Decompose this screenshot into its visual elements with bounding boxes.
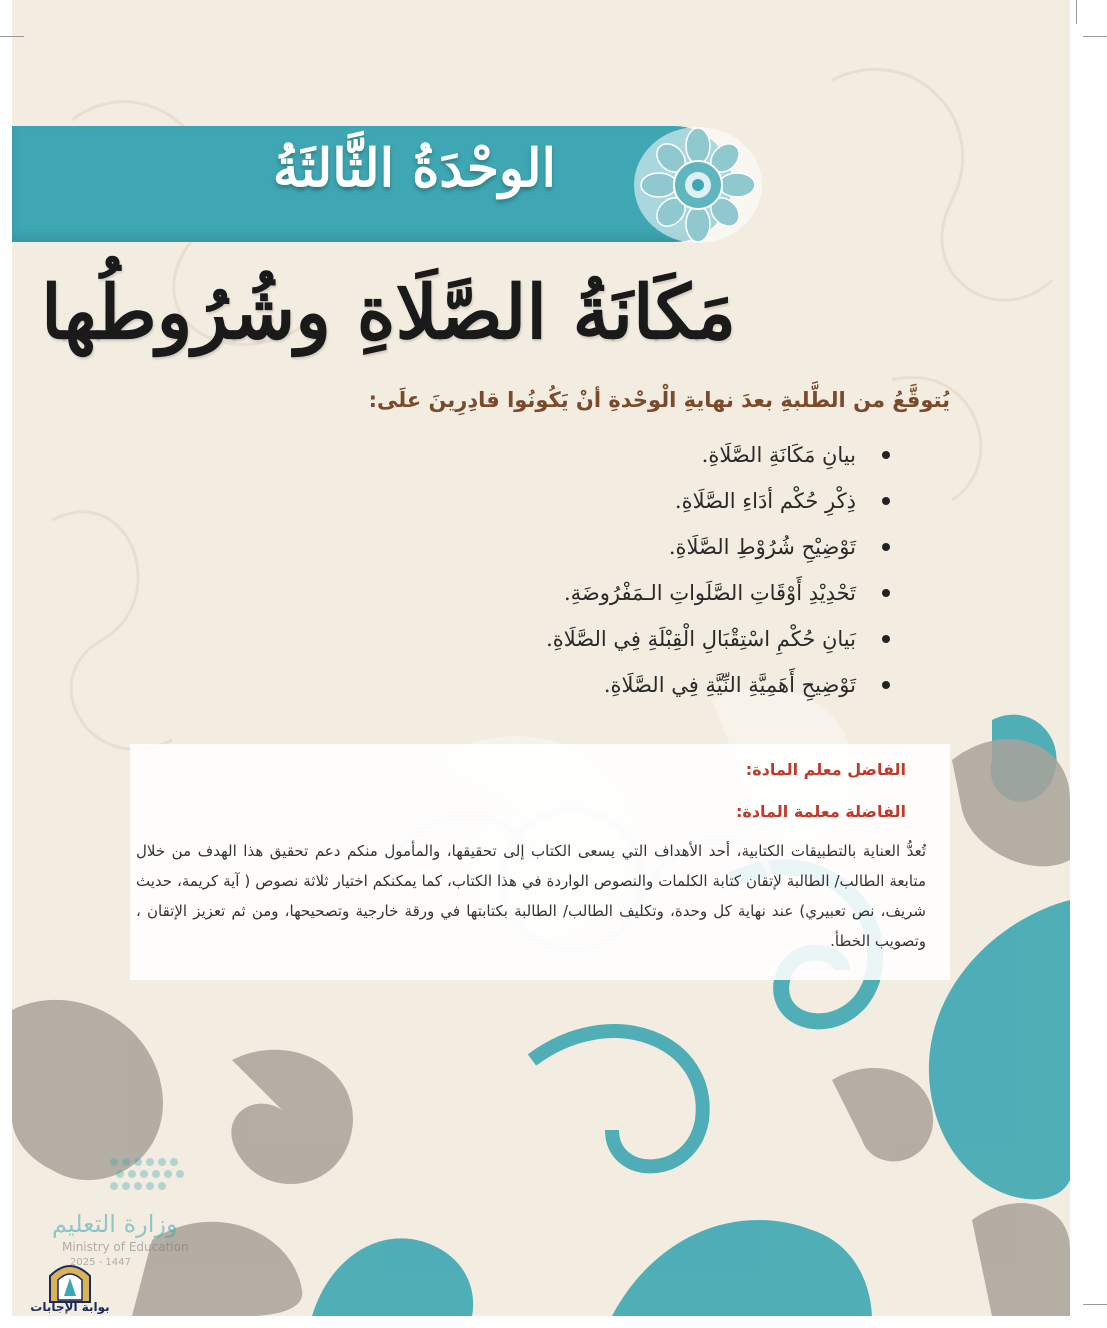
bullet-icon — [882, 543, 890, 551]
objective-item: تَوْضِيحِ أَهَمِيَّةِ النِّيَّةِ فِي الصَّلَاةِ. — [370, 662, 890, 708]
objective-item: تَحْدِيْدِ أَوْقَاتِ الصَّلَواتِ الـمَفْرُوضَةِ. — [370, 570, 890, 616]
answers-portal-label: بوابة الإجابات — [30, 1300, 110, 1314]
unit-title: الوحْدَةُ الثَّالثَةُ — [272, 138, 556, 199]
objective-item: تَوْضِيْحِ شُرُوْطِ الصَّلَاةِ. — [370, 524, 890, 570]
crop-mark — [0, 36, 24, 37]
edition-year: 2025 - 1447 — [70, 1257, 131, 1268]
ministry-name-arabic: وزارة التعليم — [52, 1210, 178, 1238]
crop-mark — [1076, 0, 1077, 24]
teacher-label-male: الفاضل معلم المادة: — [745, 760, 906, 779]
unit-banner — [12, 126, 732, 242]
teacher-label-female: الفاضلة معلمة المادة: — [735, 802, 906, 821]
bullet-icon — [882, 451, 890, 459]
objective-item: بَيانِ حُكْمِ اسْتِقْبَالِ الْقِبْلَةِ فِي الصَّلَاةِ. — [370, 616, 890, 662]
textbook-page — [12, 0, 1070, 1316]
teacher-note-box — [130, 744, 950, 980]
teacher-note-text: تُعدُّ العناية بالتطبيقات الكتابية، أحد الأهداف التي يسعى الكتاب إلى تحقيقها، والمأمول منكم دعم تحقيق هذا الهدف من خلال متابعة الطالب/ الطالبة لإتقان كتابة الكلمات والنصوص الواردة في هذا الكتاب، كما يمكنكم اختيار ثلاثة نصوص ( آية كريمة، حديث شريف، نص تعبيري) عند نهاية كل وحدة، وتكليف الطالب/ الطالبة بكتابتها في ورقة خارجية وتصحيحها، ومن ثم تعزيز الإتقان ، وتصويب الخطأ. — [136, 842, 926, 950]
islamic-rosette-icon — [630, 122, 766, 248]
bullet-icon — [882, 589, 890, 597]
ministry-name-english: Ministry of Education — [62, 1240, 189, 1254]
bullet-icon — [882, 497, 890, 505]
crop-mark — [1083, 36, 1107, 37]
objectives-intro: يُتوقَّعُ من الطَّلبةِ بعدَ نهايةِ الْوحْدةِ أنْ يَكُونُوا قادِرِينَ علَى: — [368, 388, 950, 412]
objective-item: ذِكْرِ حُكْم أدَاءِ الصَّلَاةِ. — [370, 478, 890, 524]
objective-item: بيانِ مَكَانَةِ الصَّلَاةِ. — [370, 432, 890, 478]
answers-portal-logo-icon — [30, 1254, 110, 1328]
lesson-title: مَكَانَةُ الصَّلَاةِ وشُرُوطُها — [41, 270, 736, 356]
objectives-list — [370, 432, 890, 708]
crop-mark — [1083, 1304, 1107, 1305]
bullet-icon — [882, 635, 890, 643]
bullet-icon — [882, 681, 890, 689]
